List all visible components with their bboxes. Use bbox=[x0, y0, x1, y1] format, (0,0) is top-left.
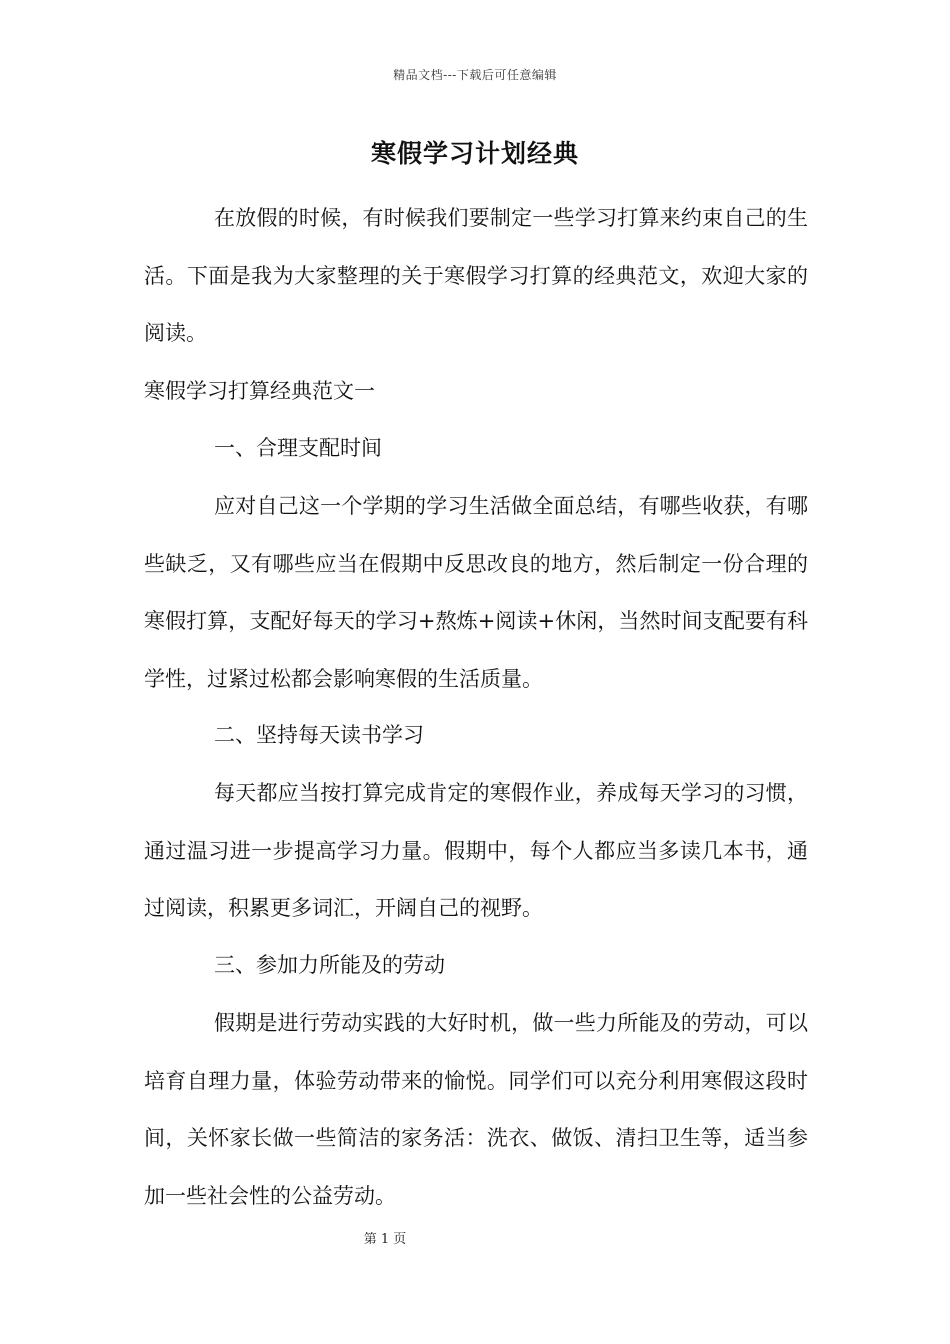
item-paragraph-1: 应对自己这一个学期的学习生活做全面总结，有哪些收获，有哪些缺乏，又有哪些应当在假期中反思改良的地方，然后制定一份合理的寒假打算，支配好每天的学习+熬炼+阅读+休闲，当然时间支配要有科学性，过紧过松都会影响寒假的生活质量。 bbox=[144, 494, 808, 691]
item-paragraph-3: 假期是进行劳动实践的大好时机，做一些力所能及的劳动，可以培育自理力量，体验劳动带来的愉悦。同学们可以充分利用寒假这段时间，关怀家长做一些简洁的家务活：洗衣、做饭、清扫卫生等，适当参加一些社会性的公益劳动。 bbox=[144, 1011, 808, 1208]
item-heading-2: 二、坚持每天读书学习 bbox=[214, 723, 424, 747]
item-heading-3: 三、参加力所能及的劳动 bbox=[214, 953, 445, 977]
item-paragraph-2: 每天都应当按打算完成肯定的寒假作业，养成每天学习的习惯，通过温习进一步提高学习力量。假期中，每个人都应当多读几本书，通过阅读，积累更多词汇，开阔自己的视野。 bbox=[144, 781, 808, 920]
page-number: 第 1 页 bbox=[363, 1232, 407, 1247]
item-heading-1: 一、合理支配时间 bbox=[214, 436, 382, 460]
intro-paragraph: 在放假的时候，有时候我们要制定一些学习打算来约束自己的生活。下面是我为大家整理的关于寒假学习打算的经典范文，欢迎大家的阅读。 bbox=[144, 206, 808, 345]
document-title: 寒假学习计划经典 bbox=[370, 139, 579, 168]
page-header-note: 精品文档---下载后可任意编辑 bbox=[393, 68, 557, 82]
section-heading: 寒假学习打算经典范文一 bbox=[144, 379, 375, 403]
